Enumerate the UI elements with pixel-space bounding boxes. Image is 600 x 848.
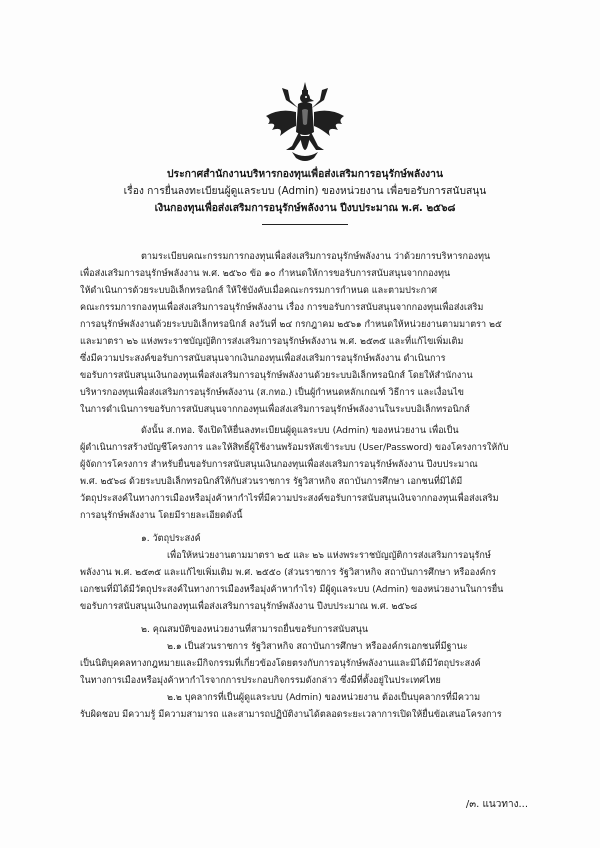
body-line: ดังนั้น ส.กทอ. จึงเปิดให้ยื่นลงทะเบียนผู้ดูแลระบบ (Admin) ของหน่วยงาน เพื่อเป็น [141, 426, 459, 436]
body-line: ๒.๑ เป็นส่วนราชการ รัฐวิสาหกิจ สถาบันการศึกษา หรือองค์กรเอกชนที่มีฐานะ [167, 642, 468, 652]
body-line: และมาตรา ๒๖ แห่งพระราชบัญญัติการส่งเสริมการอนุรักษ์พลังงาน พ.ศ. ๒๕๓๕ และที่แก้ไขเพิ่มเติม [80, 337, 464, 347]
body-line: ๒.๒ บุคลากรที่เป็นผู้ดูแลระบบ (Admin) ของหน่วยงาน ต้องเป็นบุคลากรที่มีความ [167, 693, 481, 703]
body-line: รับผิดชอบ มีความรู้ มีความสามารถ และสามารถปฏิบัติงานได้ตลอดระยะเวลาการเปิดให้ยื่นข้อเสนอโครงการ [80, 710, 502, 720]
body-line: การอนุรักษ์พลังงาน โดยมีรายละเอียดดังนี้ [80, 511, 243, 521]
continuation-note: /๓. แนวทาง... [465, 799, 528, 810]
heading-divider [262, 224, 348, 225]
body-line: ผู้ดำเนินการสร้างบัญชีโครงการ และให้สิทธิ์ผู้ใช้งานพร้อมรหัสเข้าระบบ (User/Password) ของโครงการให้กับ [80, 443, 509, 453]
body-line: พ.ศ. ๒๕๖๘ ด้วยระบบอิเล็กทรอนิกส์ให้กับส่วนราชการ รัฐวิสาหกิจ สถาบันการศึกษา เอกชนที่มิได้มี [80, 477, 463, 487]
body-line: เป็นนิติบุคคลทางกฎหมายและมีกิจกรรมที่เกี่ยวข้องโดยตรงกับการอนุรักษ์พลังงานและมิได้มีวัตถุประสงค์ [80, 659, 481, 669]
body-line: วัตถุประสงค์ในทางการเมืองหรือมุ่งค้าหากำไรที่มีความประสงค์ขอรับการสนับสนุนเงินจากกองทุนเพื่อส่งเสริม [80, 494, 499, 504]
body-line: ขอรับการสนับสนุนเงินกองทุนเพื่อส่งเสริมการอนุรักษ์พลังงาน ปีงบประมาณ พ.ศ. ๒๕๖๘ [80, 602, 418, 612]
announcement-title: ประกาศสำนักงานบริหารกองทุนเพื่อส่งเสริมการอนุรักษ์พลังงาน [167, 168, 443, 180]
body-line: เพื่อให้หน่วยงานตามมาตรา ๒๕ และ ๒๖ แห่งพระราชบัญญัติการส่งเสริมการอนุรักษ์ [167, 551, 491, 561]
body-line: ๒. คุณสมบัติของหน่วยงานที่สามารถยื่นขอรับการสนับสนุน [141, 625, 369, 635]
body-line: พลังงาน พ.ศ. ๒๕๓๕ และแก้ไขเพิ่มเติม พ.ศ. ๒๕๕๐ (ส่วนราชการ รัฐวิสาหกิจ สถาบันการศึกษา หรือองค์กร [80, 568, 497, 578]
garuda-emblem [262, 80, 348, 166]
body-line: ผู้จัดการโครงการ สำหรับยื่นขอรับการสนับสนุนเงินกองทุนเพื่อส่งเสริมการอนุรักษ์พลังงาน ปีงบประมาณ [80, 460, 478, 470]
body-line: ในการดำเนินการขอรับการสนับสนุนจากกองทุนเพื่อส่งเสริมการอนุรักษ์พลังงานในระบบอิเล็กทรอนิกส์ [80, 405, 470, 415]
body-line: ในทางการเมืองหรือมุ่งค้าหากำไรจากการประกอบกิจกรรมดังกล่าว ซึ่งมีที่ตั้งอยู่ในประเทศไทย [80, 676, 441, 686]
body-line: ขอรับการสนับสนุนเงินกองทุนเพื่อส่งเสริมการอนุรักษ์พลังงานด้วยระบบอิเล็กทรอนิกส์ โดยให้สำนักงาน [80, 371, 473, 381]
body-line: ๑. วัตถุประสงค์ [141, 534, 201, 544]
body-line: คณะกรรมการกองทุนเพื่อส่งเสริมการอนุรักษ์พลังงาน เรื่อง การขอรับการสนับสนุนจากกองทุนเพื่อส่งเสริม [80, 303, 484, 313]
announcement-subject-cont: เงินกองทุนเพื่อส่งเสริมการอนุรักษ์พลังงาน ปีงบประมาณ พ.ศ. ๒๕๖๘ [154, 202, 456, 214]
body-line: เพื่อส่งเสริมการอนุรักษ์พลังงาน พ.ศ. ๒๕๖๐ ข้อ ๑๐ กำหนดให้การขอรับการสนับสนุนจากกองทุน [80, 269, 451, 279]
body-line: ให้ดำเนินการด้วยระบบอิเล็กทรอนิกส์ ให้ใช้บังคับเมื่อคณะกรรมการกำหนด และตามประกาศ [80, 286, 438, 296]
body-line: การอนุรักษ์พลังงานด้วยระบบอิเล็กทรอนิกส์ ลงวันที่ ๒๔ กรกฎาคม ๒๕๖๑ กำหนดให้หน่วยงานตามมาตรา ๒๕ [80, 320, 502, 330]
body-line: ซึ่งมีความประสงค์ขอรับการสนับสนุนจากเงินกองทุนเพื่อส่งเสริมการอนุรักษ์พลังงาน ดำเนินการ [80, 354, 446, 364]
announcement-subject: เรื่อง การยื่นลงทะเบียนผู้ดูแลระบบ (Admin) ของหน่วยงาน เพื่อขอรับการสนับสนุน [123, 185, 487, 197]
body-line: บริหารกองทุนเพื่อส่งเสริมการอนุรักษ์พลังงาน (ส.กทอ.) เป็นผู้กำหนดหลักเกณฑ์ วิธีการ และเงื่อนไข [80, 388, 464, 398]
body-line: ตามระเบียบคณะกรรมการกองทุนเพื่อส่งเสริมการอนุรักษ์พลังงาน ว่าด้วยการบริหารกองทุน [141, 252, 491, 262]
body-line: เอกชนที่มิได้มีวัตถุประสงค์ในทางการเมืองหรือมุ่งค้าหากำไร) มีผู้ดูแลระบบ (Admin) ของหน่วยงานในการยื่น [80, 585, 504, 595]
